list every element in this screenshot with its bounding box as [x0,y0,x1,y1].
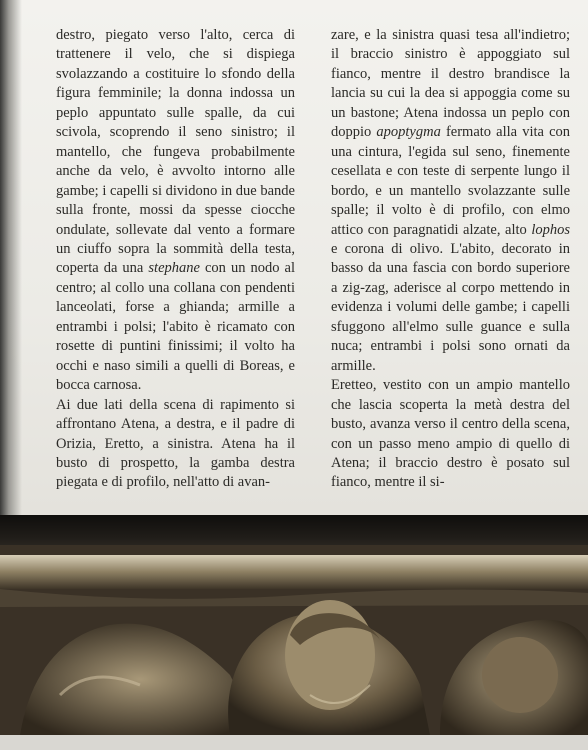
text-column-right [331,26,570,493]
term-apoptygma: apoptygma [376,124,441,141]
term-stephane: stephane [148,260,200,277]
paragraph: destro, piegato verso l'alto, cerca di trattenere il velo, che si dispiega svolazzando a costituire lo sfondo della figura femminile; la donna indossa un peplo appuntato sulle spalle, da cui scivola, scoprendo il seno sinistro; il mantello, che fungeva probabilmente anche da velo, è avvolto intorno alle gambe; i capelli si dividono in due bande sulla fronte, mossi da spesse ciocche ondulate, sollevate dal vento a formare un ciuffo sopra la sommità della testa, coperta da una stephane con un nodo al centro; al collo una collana con pendenti lanceolati, forse a ghianda; armille a entrambi i polsi; l'abito è ricamato con rosette di puntini finissimi; il volto ha occhi e naso simili a quelli di Boreas, e bocca carnosa. [56,27,295,394]
paragraph: Ai due lati della scena di rapimento si affrontano Atena, a destra, e il padre di Orizia, Eretto, a sinistra. Atena ha il busto di prospetto, la gamba destra piegata e di profilo, nell'atto di avan- [56,396,295,491]
paragraph: zare, e la sinistra quasi tesa all'indietro; il braccio sinistro è appoggiato sul fianco, mentre il destro brandisce la lancia su cui la dea si appoggia come su un bastone; Atena indossa un peplo con doppio apoptygma fermato alla vita con una cintura, l'egida sul seno, finemente cesellata e con teste di serpente lungo il bordo, e un mantello svolazzante sulle spalle; il volto è di profilo, con elmo attico con paragnatidi alzate, alto lophos e corona di olivo. L'abito, decorato in basso da una fascia con bordo superiore a zig-zag, aderisce al corpo mettendo in evidenza i volumi delle gambe; i capelli sfuggono all'elmo sulle guance e sulla nuca; entrambi i polsi sono ornati da armille. [331,27,570,374]
term-lophos: lophos [531,221,570,238]
bronze-relief-photo [0,545,588,735]
paragraph: Eretteo, vestito con un ampio mantello che lascia scoperta la metà destra del busto, avanza verso il centro della scena, con un passo meno ampio di quello di Atena; il braccio destro è posato sul fianco, mentre il si- [331,377,570,491]
text-column-left [56,26,295,493]
background-surface [0,735,588,750]
page-gutter-shadow [0,0,22,515]
relief-illustration [0,545,588,735]
